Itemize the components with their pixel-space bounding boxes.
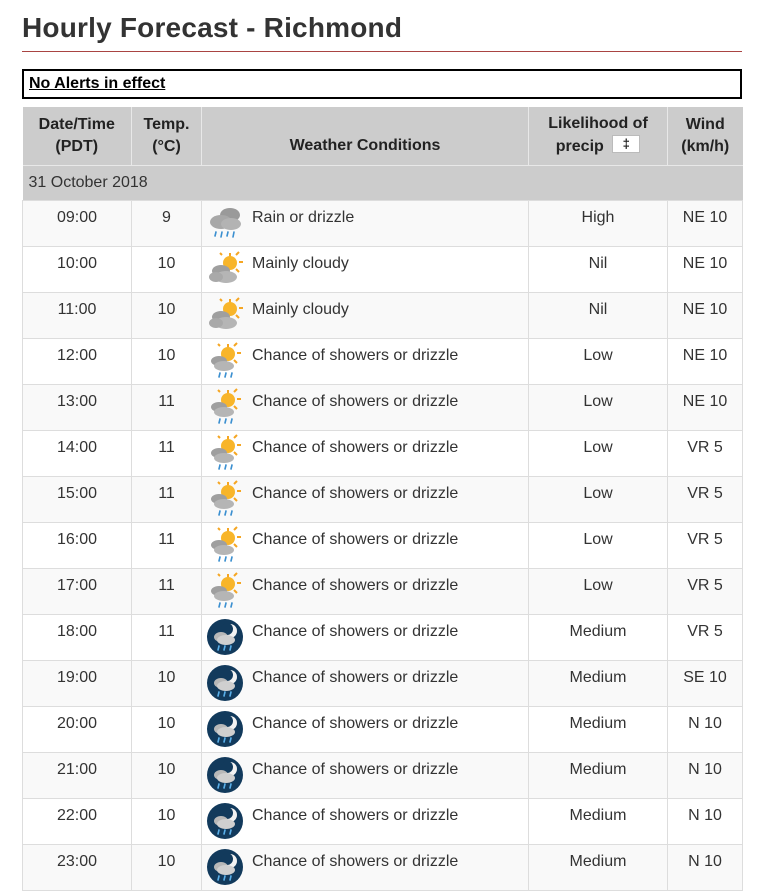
table-row bbox=[23, 660, 743, 706]
row-wind: SE 10 bbox=[668, 660, 743, 706]
table-row bbox=[23, 568, 743, 614]
table-row bbox=[23, 292, 743, 338]
row-temp: 10 bbox=[132, 798, 202, 844]
row-wind: N 10 bbox=[668, 844, 743, 890]
row-time: 20:00 bbox=[23, 706, 132, 752]
row-conditions bbox=[202, 200, 529, 246]
row-conditions-text: Chance of showers or drizzle bbox=[252, 852, 459, 870]
row-time: 09:00 bbox=[23, 200, 132, 246]
row-time: 16:00 bbox=[23, 522, 132, 568]
row-wind: NE 10 bbox=[668, 338, 743, 384]
title-divider bbox=[22, 51, 742, 52]
row-conditions bbox=[202, 338, 529, 384]
row-conditions-text: Chance of showers or drizzle bbox=[252, 484, 459, 502]
row-precip: Nil bbox=[529, 246, 668, 292]
table-header-row bbox=[23, 107, 743, 165]
row-precip: Low bbox=[529, 522, 668, 568]
cloud-sun-icon bbox=[206, 296, 244, 334]
row-precip: Medium bbox=[529, 844, 668, 890]
row-conditions bbox=[202, 614, 529, 660]
sun-cloud-rain-icon bbox=[206, 342, 244, 380]
alerts-box bbox=[22, 69, 742, 99]
sun-cloud-rain-icon bbox=[206, 388, 244, 426]
header-precip bbox=[529, 107, 668, 165]
row-conditions bbox=[202, 476, 529, 522]
row-wind: NE 10 bbox=[668, 246, 743, 292]
sun-cloud-rain-icon bbox=[206, 434, 244, 472]
page-title: Hourly Forecast - Richmond bbox=[22, 12, 403, 43]
cloud-sun-icon bbox=[206, 250, 244, 288]
header-conditions: Weather Conditions bbox=[202, 107, 529, 165]
row-time: 23:00 bbox=[23, 844, 132, 890]
table-row bbox=[23, 430, 743, 476]
row-time: 17:00 bbox=[23, 568, 132, 614]
night-moon-cloud-rain-icon bbox=[206, 848, 244, 886]
row-temp: 10 bbox=[132, 752, 202, 798]
row-conditions-text: Chance of showers or drizzle bbox=[252, 438, 459, 456]
row-conditions-text: Chance of showers or drizzle bbox=[252, 530, 459, 548]
row-temp: 11 bbox=[132, 614, 202, 660]
row-temp: 11 bbox=[132, 522, 202, 568]
row-wind: VR 5 bbox=[668, 614, 743, 660]
precip-footnote-button[interactable]: ‡ bbox=[612, 135, 640, 153]
night-moon-cloud-rain-icon bbox=[206, 664, 244, 702]
date-label: 31 October 2018 bbox=[23, 165, 743, 200]
row-conditions-text: Chance of showers or drizzle bbox=[252, 668, 459, 686]
alerts-link[interactable]: No Alerts in effect bbox=[29, 75, 166, 92]
row-precip: Low bbox=[529, 476, 668, 522]
table-row bbox=[23, 798, 743, 844]
header-wind-line2: (km/h) bbox=[681, 137, 730, 155]
row-wind: NE 10 bbox=[668, 384, 743, 430]
header-temp bbox=[132, 107, 202, 165]
row-precip: Medium bbox=[529, 798, 668, 844]
hourly-forecast-table bbox=[22, 107, 743, 891]
row-temp: 11 bbox=[132, 430, 202, 476]
table-row bbox=[23, 614, 743, 660]
row-conditions bbox=[202, 706, 529, 752]
row-conditions-text: Chance of showers or drizzle bbox=[252, 392, 459, 410]
table-row bbox=[23, 200, 743, 246]
table-row bbox=[23, 522, 743, 568]
table-row bbox=[23, 476, 743, 522]
row-precip: Low bbox=[529, 568, 668, 614]
header-wind-line1: Wind bbox=[685, 115, 725, 133]
row-conditions bbox=[202, 292, 529, 338]
row-conditions-text: Chance of showers or drizzle bbox=[252, 760, 459, 778]
table-row bbox=[23, 246, 743, 292]
row-conditions-text: Mainly cloudy bbox=[252, 300, 349, 318]
row-wind: N 10 bbox=[668, 706, 743, 752]
row-conditions bbox=[202, 568, 529, 614]
header-datetime-line2: (PDT) bbox=[55, 137, 99, 155]
sun-cloud-rain-icon bbox=[206, 480, 244, 518]
row-conditions bbox=[202, 660, 529, 706]
row-conditions bbox=[202, 246, 529, 292]
row-conditions bbox=[202, 752, 529, 798]
header-datetime bbox=[23, 107, 132, 165]
header-temp-line1: Temp. bbox=[143, 115, 190, 133]
night-moon-cloud-rain-icon bbox=[206, 710, 244, 748]
header-wind bbox=[668, 107, 743, 165]
row-temp: 11 bbox=[132, 384, 202, 430]
table-row bbox=[23, 844, 743, 890]
row-time: 11:00 bbox=[23, 292, 132, 338]
table-row bbox=[23, 706, 743, 752]
row-wind: VR 5 bbox=[668, 522, 743, 568]
row-precip: Medium bbox=[529, 660, 668, 706]
date-row bbox=[23, 165, 743, 200]
row-time: 22:00 bbox=[23, 798, 132, 844]
row-temp: 10 bbox=[132, 706, 202, 752]
row-conditions-text: Mainly cloudy bbox=[252, 254, 349, 272]
night-moon-cloud-rain-icon bbox=[206, 802, 244, 840]
row-precip: Low bbox=[529, 338, 668, 384]
row-temp: 11 bbox=[132, 568, 202, 614]
row-precip: Medium bbox=[529, 706, 668, 752]
night-moon-cloud-rain-icon bbox=[206, 618, 244, 656]
row-conditions-text: Chance of showers or drizzle bbox=[252, 622, 459, 640]
row-precip: Low bbox=[529, 384, 668, 430]
row-time: 18:00 bbox=[23, 614, 132, 660]
row-time: 10:00 bbox=[23, 246, 132, 292]
row-conditions-text: Chance of showers or drizzle bbox=[252, 346, 459, 364]
row-wind: NE 10 bbox=[668, 200, 743, 246]
header-datetime-line1: Date/Time bbox=[38, 115, 115, 133]
row-temp: 10 bbox=[132, 292, 202, 338]
row-wind: N 10 bbox=[668, 752, 743, 798]
row-conditions bbox=[202, 430, 529, 476]
row-precip: Medium bbox=[529, 752, 668, 798]
row-temp: 11 bbox=[132, 476, 202, 522]
row-conditions-text: Chance of showers or drizzle bbox=[252, 806, 459, 824]
row-temp: 10 bbox=[132, 246, 202, 292]
row-time: 21:00 bbox=[23, 752, 132, 798]
row-temp: 10 bbox=[132, 338, 202, 384]
table-row bbox=[23, 338, 743, 384]
row-time: 15:00 bbox=[23, 476, 132, 522]
row-time: 19:00 bbox=[23, 660, 132, 706]
row-temp: 9 bbox=[132, 200, 202, 246]
row-time: 12:00 bbox=[23, 338, 132, 384]
table-row bbox=[23, 384, 743, 430]
night-moon-cloud-rain-icon bbox=[206, 756, 244, 794]
row-conditions bbox=[202, 844, 529, 890]
row-conditions bbox=[202, 522, 529, 568]
row-conditions bbox=[202, 798, 529, 844]
row-wind: N 10 bbox=[668, 798, 743, 844]
row-precip: Medium bbox=[529, 614, 668, 660]
row-temp: 10 bbox=[132, 660, 202, 706]
row-wind: VR 5 bbox=[668, 430, 743, 476]
row-time: 13:00 bbox=[23, 384, 132, 430]
row-precip: Nil bbox=[529, 292, 668, 338]
cloud-rain-icon bbox=[206, 204, 244, 242]
row-wind: VR 5 bbox=[668, 568, 743, 614]
row-conditions bbox=[202, 384, 529, 430]
row-conditions-text: Chance of showers or drizzle bbox=[252, 576, 459, 594]
row-time: 14:00 bbox=[23, 430, 132, 476]
row-temp: 10 bbox=[132, 844, 202, 890]
row-conditions-text: Chance of showers or drizzle bbox=[252, 714, 459, 732]
row-precip: High bbox=[529, 200, 668, 246]
sun-cloud-rain-icon bbox=[206, 526, 244, 564]
table-row bbox=[23, 752, 743, 798]
header-temp-line2: (°C) bbox=[152, 137, 181, 155]
row-wind: VR 5 bbox=[668, 476, 743, 522]
header-precip-line2: precip bbox=[555, 138, 604, 156]
row-precip: Low bbox=[529, 430, 668, 476]
sun-cloud-rain-icon bbox=[206, 572, 244, 610]
row-wind: NE 10 bbox=[668, 292, 743, 338]
header-precip-line1: Likelihood of bbox=[548, 115, 648, 133]
row-conditions-text: Rain or drizzle bbox=[252, 208, 355, 226]
